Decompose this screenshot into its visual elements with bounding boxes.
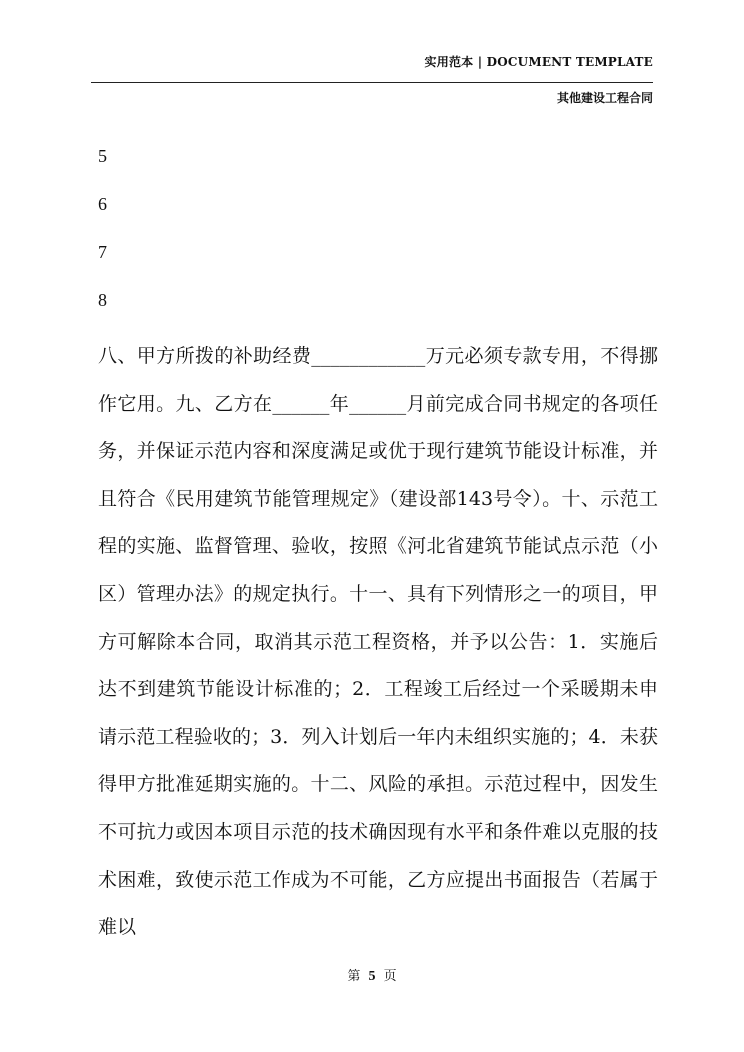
footer-prefix: 第: [347, 969, 361, 984]
footer-suffix: 页: [383, 969, 397, 984]
header-divider: [91, 82, 653, 83]
list-item: 8: [98, 290, 107, 310]
numbered-list: [98, 146, 107, 338]
header-document-template: 实用范本 | DOCUMENT TEMPLATE: [424, 55, 653, 69]
list-item: 6: [98, 194, 107, 214]
list-item: 7: [98, 242, 107, 262]
page-footer: [0, 965, 744, 985]
header-document-title: 其他建设工程合同: [556, 91, 653, 105]
page-number: 5: [368, 969, 376, 984]
contract-body-paragraph: 八、甲方所拨的补助经费____________万元必须专款专用，不得挪作它用。九、乙方在______年______月前完成合同书规定的各项任务，并保证示范内容和深度满足或优于现行建筑节能设计标准，并且符合《民用建筑节能管理规定》（建设部143号令）。十、示范工程的实施、监督管理、验收，按照《河北省建筑节能试点示范（小区）管理办法》的规定执行。十一、具有下列情形之一的项目，甲方可解除本合同，取消其示范工程资格，并予以公告：1．实施后达不到建筑节能设计标准的；2．工程竣工后经过一个采暖期未申请示范工程验收的；3．列入计划后一年内未组织实施的；4．未获得甲方批准延期实施的。十二、风险的承担。示范过程中，因发生不可抗力或因本项目示范的技术确因现有水平和条件难以克服的技术困难，致使示范工作成为不可能，乙方应提出书面报告（若属于难以: [98, 345, 658, 939]
list-item: 5: [98, 146, 107, 166]
